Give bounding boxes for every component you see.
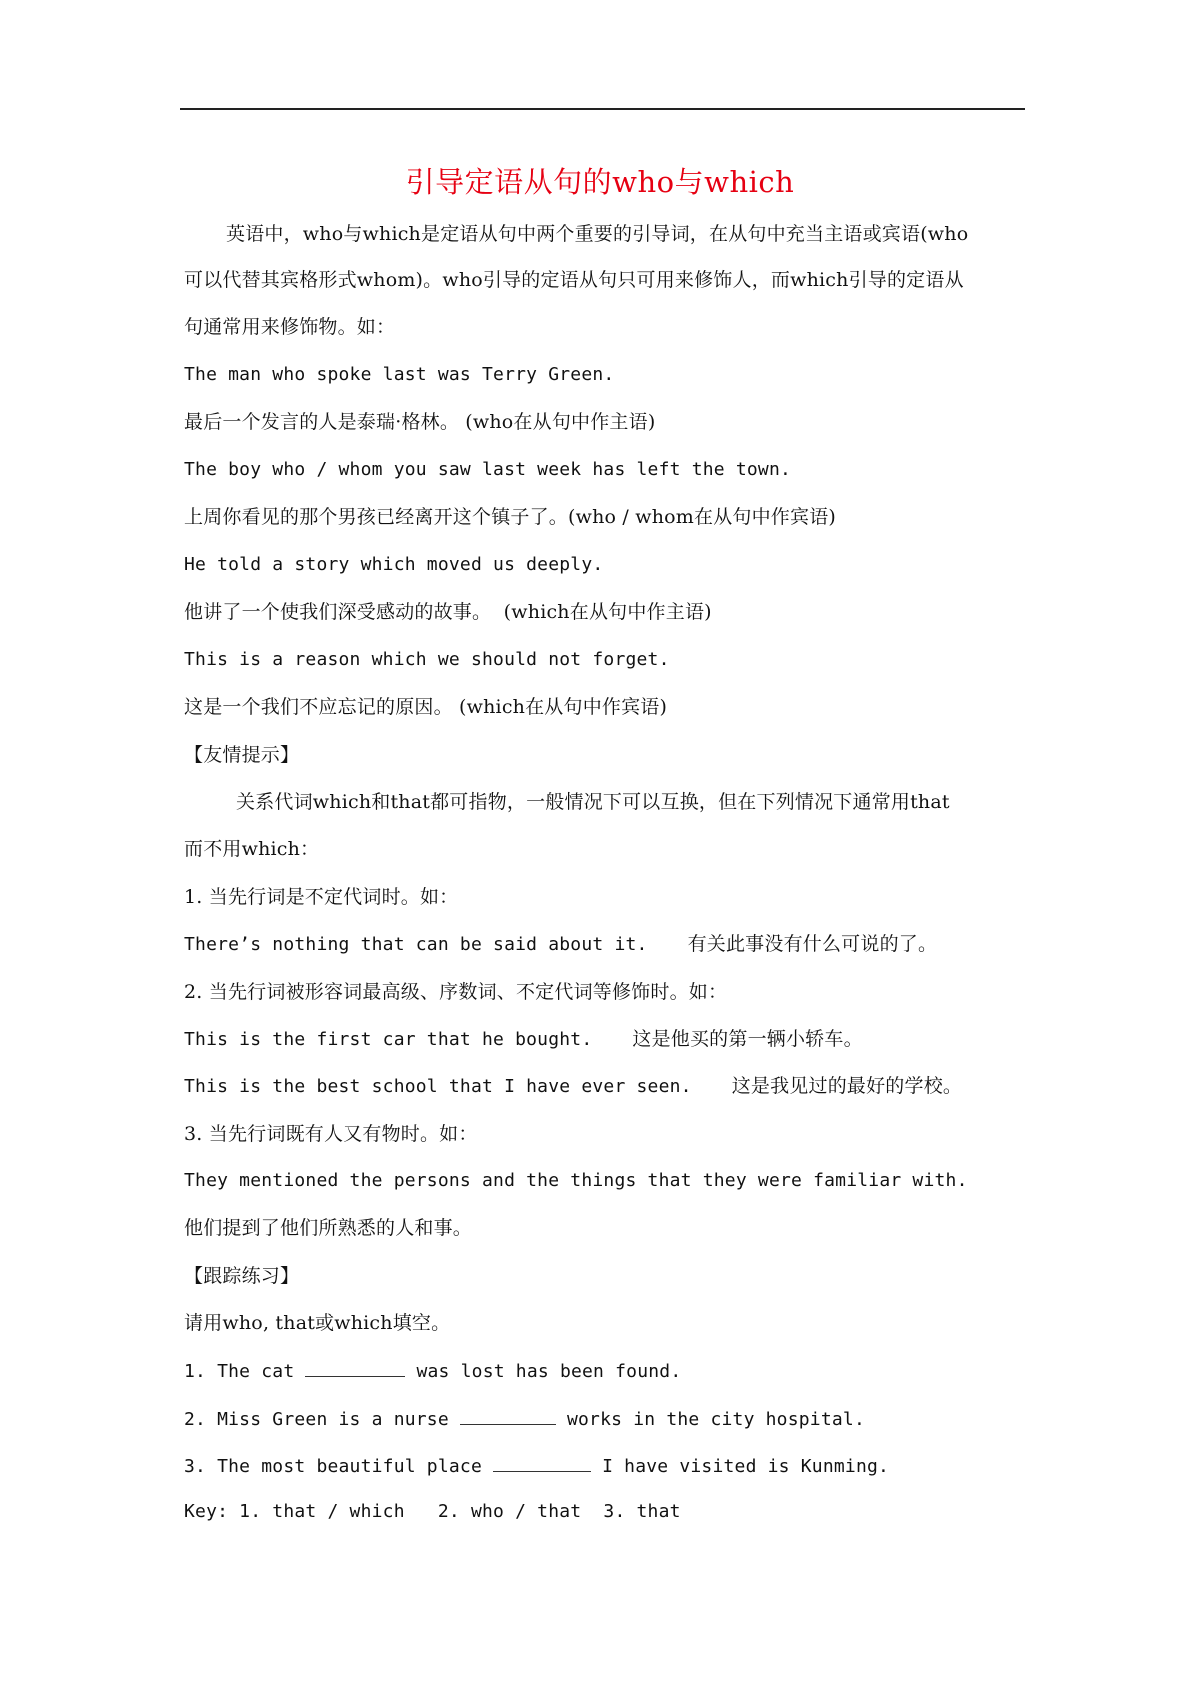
case-2-example-1 [184,1027,863,1052]
example-2-en: The boy who / whom you saw last week has left the town. [184,459,792,480]
example-3-zh: 他讲了一个使我们深受感动的故事。 (which在从句中作主语) [184,601,712,623]
case-2-ex2-en: This is the best school that I have ever seen. [184,1076,692,1097]
example-1-zh: 最后一个发言的人是泰瑞·格林。 (who在从句中作主语) [184,411,656,433]
question-1-blank[interactable] [305,1358,405,1377]
case-2-ex2-zh: 这是我见过的最好的学校。 [731,1075,963,1097]
intro-line-2: 可以代替其宾格形式whom)。who引导的定语从句只可用来修饰人，而which引导的定语从 [184,269,964,291]
question-3-before: 3. The most beautiful place [184,1456,482,1477]
intro-line-3: 句通常用来修饰物。如： [184,316,396,338]
question-2-before: 2. Miss Green is a nurse [184,1409,449,1430]
case-1-en: There’s nothing that can be said about it. [184,934,648,955]
example-3-en: He told a story which moved us deeply. [184,554,604,575]
practice-heading: 【跟踪练习】 [184,1265,300,1287]
question-2 [184,1406,865,1432]
case-2-ex1-zh: 这是他买的第一辆小轿车。 [632,1028,863,1050]
practice-instruction: 请用who, that或which填空。 [184,1312,451,1334]
example-4-zh: 这是一个我们不应忘记的原因。 (which在从句中作宾语) [184,696,668,718]
header-rule [180,108,1025,110]
example-2-zh: 上周你看见的那个男孩已经离开这个镇子了。(who / whom在从句中作宾语) [184,506,837,528]
question-3-blank[interactable] [493,1453,591,1472]
case-2-ex1-en: This is the first car that he bought. [184,1029,593,1050]
question-2-blank[interactable] [460,1406,556,1425]
example-1-en: The man who spoke last was Terry Green. [184,364,615,385]
tip-heading: 【友情提示】 [184,744,300,766]
question-3 [184,1453,889,1479]
question-1-after: was lost has been found. [416,1361,682,1382]
page-title: 引导定语从句的who与which [405,165,795,199]
tip-line-1: 关系代词which和that都可指物，一般情况下可以互换，但在下列情况下通常用that [236,791,950,813]
case-2-example-2 [184,1074,962,1099]
question-3-after: I have visited is Kunming. [602,1456,890,1477]
question-1-before: 1. The cat [184,1361,295,1382]
case-3: 3. 当先行词既有人又有物时。如： [184,1123,478,1145]
case-3-zh: 他们提到了他们所熟悉的人和事。 [184,1217,473,1239]
case-1-example [184,932,937,957]
intro-line-1: 英语中，who与which是定语从句中两个重要的引导词，在从句中充当主语或宾语(who [226,223,969,245]
case-2: 2. 当先行词被形容词最高级、序数词、不定代词等修饰时。如： [184,981,728,1003]
case-1: 1. 当先行词是不定代词时。如： [184,886,459,908]
answer-key: Key: 1. that / which 2. who / that 3. that [184,1501,681,1522]
case-1-zh: 有关此事没有什么可说的了。 [687,933,938,955]
case-3-en: They mentioned the persons and the things that they were familiar with. [184,1170,968,1191]
question-2-after: works in the city hospital. [566,1409,865,1430]
question-1 [184,1358,681,1384]
example-4-en: This is a reason which we should not forget. [184,649,670,670]
tip-line-2: 而不用which： [184,838,320,860]
